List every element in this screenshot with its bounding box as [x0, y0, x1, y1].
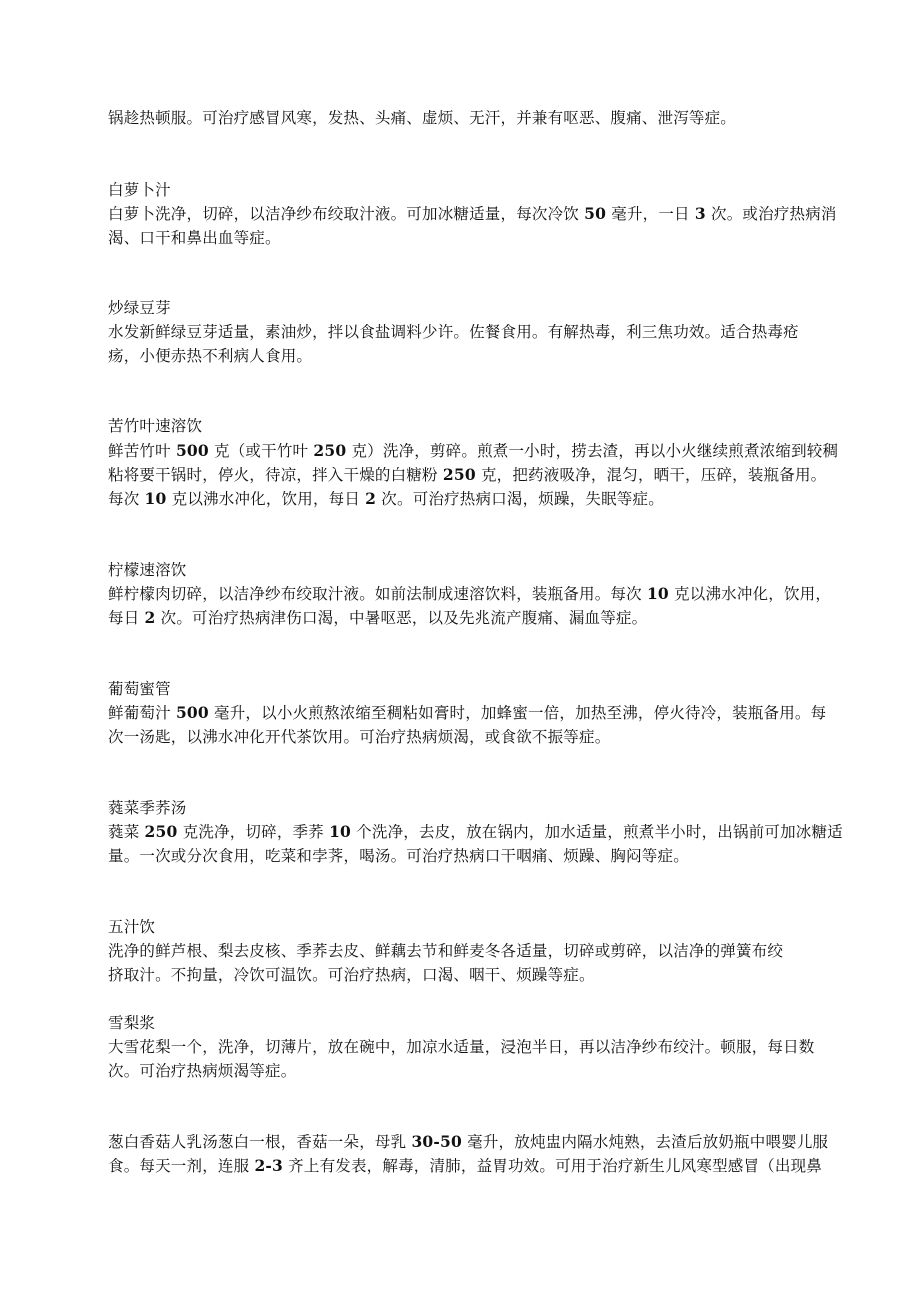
section-title-bailuobo: 白萝卜汁	[108, 181, 171, 199]
section-line: 蕤菜 250 克洗净，切碎，季荞 10 个洗净，去皮，放在锅内，加水适量，煎煮半小时，出锅前可加冰糖适	[108, 822, 843, 841]
section-line: 疡，小便赤热不利病人食用。	[108, 347, 313, 365]
section-line: 次一汤匙，以沸水冲化开代茶饮用。可治疗热病烦渴，或食欲不振等症。	[108, 728, 611, 746]
section-line: 鲜柠檬肉切碎，以洁净纱布绞取汁液。如前法制成速溶饮料，装瓶备用。每次 10 克以沸水冲化，饮用，	[108, 584, 832, 603]
section-title-putao: 葡萄蜜管	[108, 680, 171, 698]
section-line: 次。可治疗热病烦渴等症。	[108, 1062, 297, 1080]
section-line: 白萝卜洗净，切碎，以洁净纱布绞取汁液。可加冰糖适量，每次冷饮 50 毫升，一日 3 次。或治疗热病消	[108, 204, 837, 223]
section-line: 挤取汁。不拘量，冷饮可温饮。可治疗热病，口渴、咽干、烦躁等症。	[108, 966, 595, 984]
section-title-xueli: 雪梨浆	[108, 1014, 156, 1032]
section-title-lvdouya: 炒绿豆芽	[108, 299, 171, 317]
section-title-kuzhuye: 苦竹叶速溶饮	[108, 417, 203, 435]
section-line: 鲜苦竹叶 500 克（或干竹叶 250 克）洗净，剪碎。煎煮一小时，捞去渣，再以小火继续煎煮浓缩到较稠	[108, 441, 839, 460]
section-line: 水发新鲜绿豆芽适量，素油炒，拌以食盐调料少许。佐餐食用。有解热毒，利三焦功效。适合热毒疮	[108, 323, 799, 341]
section-title-wuzhiyin: 五汁饮	[108, 918, 156, 936]
final-line: 食。每天一剂，连服 2-3 齐上有发表，解毒，清肺，益胃功效。可用于治疗新生儿风寒型感冒（出现鼻	[108, 1156, 822, 1175]
section-title-ningmeng: 柠檬速溶饮	[108, 561, 187, 579]
section-line: 每次 10 克以沸水冲化，饮用，每日 2 次。可治疗热病口渴，烦躁，失眠等症。	[108, 489, 664, 508]
section-title-jicai: 蕤菜季荞汤	[108, 799, 187, 817]
section-line: 渴、口干和鼻出血等症。	[108, 229, 281, 247]
section-line: 每日 2 次。可治疗热病津伤口渴，中暑呕恶，以及先兆流产腹痛、漏血等症。	[108, 608, 648, 627]
section-line: 洗净的鲜芦根、梨去皮核、季荞去皮、鲜藕去节和鲜麦冬各适量，切碎或剪碎，以洁净的弹簧布绞	[108, 942, 784, 960]
section-line: 量。一次或分次食用，吃菜和孛荠，喝汤。可治疗热病口干咽痛、烦躁、胸闷等症。	[108, 847, 689, 865]
section-line: 粘将要干锅时，停火，待凉，拌入干燥的白糖粉 250 克，把药液吸净，混匀，晒干，压碎，装瓶备用。	[108, 465, 827, 484]
intro-line: 锅趁热顿服。可治疗感冒风寒，发热、头痛、虚烦、无汗，并兼有呕恶、腹痛、泄泻等症。	[108, 109, 737, 127]
final-line: 葱白香菇人乳汤葱白一根，香菇一朵，母乳 30-50 毫升，放炖盅内隔水炖熟，去渣后放奶瓶中喂婴儿服	[108, 1132, 829, 1151]
section-line: 大雪花梨一个，洗净，切薄片，放在碗中，加凉水适量，浸泡半日，再以洁净纱布绞汁。顿服，每日数	[108, 1038, 815, 1056]
section-line: 鲜葡萄汁 500 毫升，以小火煎熬浓缩至稠粘如膏时，加蜂蜜一倍，加热至沸，停火待冷，装瓶备用。每	[108, 703, 827, 722]
